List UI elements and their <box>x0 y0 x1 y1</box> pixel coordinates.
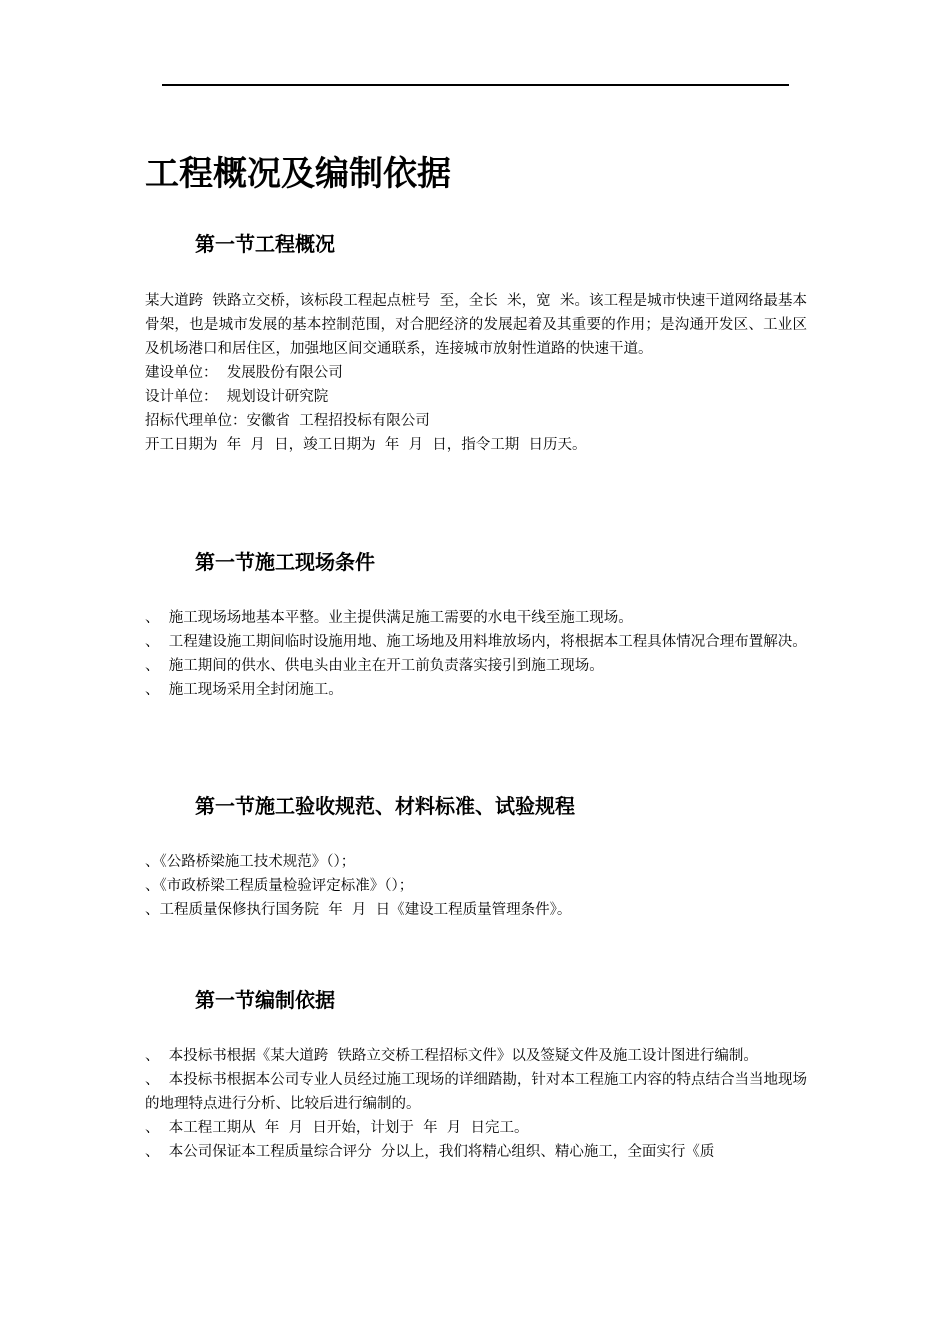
list-item: 、《公路桥梁施工技术规范》（）； <box>145 854 356 870</box>
section-heading-site-conditions: 第一节施工现场条件 <box>195 550 375 574</box>
section-body-overview <box>145 289 807 457</box>
list-item: 、 施工期间的供水、供电头由业主在开工前负责落实接引到施工现场。 <box>145 658 604 674</box>
list-item: 、 施工现场场地基本平整。业主提供满足施工需要的水电干线至施工现场。 <box>145 610 633 626</box>
section-heading-standards: 第一节施工验收规范、材料标准、试验规程 <box>195 794 575 818</box>
list-item: 、工程质量保修执行国务院 年 月 日《建设工程质量管理条件》。 <box>145 902 572 918</box>
list-item: 、 本投标书根据《某大道跨 铁路立交桥工程招标文件》以及签疑文件及施工设计图进行编制。 <box>145 1048 758 1064</box>
list-item: 、 本公司保证本工程质量综合评分 分以上，我们将精心组织、精心施工，全面实行《质 <box>145 1144 715 1160</box>
list-item: 、 本工程工期从 年 月 日开始，计划于 年 月 日完工。 <box>145 1120 529 1136</box>
section-heading-overview: 第一节工程概况 <box>195 232 335 256</box>
section-body-basis <box>145 1044 807 1164</box>
section-body-standards <box>145 850 807 922</box>
paragraph: 设计单位： 规划设计研究院 <box>145 389 329 405</box>
paragraph: 建设单位： 发展股份有限公司 <box>145 365 343 381</box>
section-heading-basis: 第一节编制依据 <box>195 988 335 1012</box>
paragraph: 某大道跨 铁路立交桥，该标段工程起点桩号 至，全长 米，宽 米。该工程是城市快速干道网络最基本骨架，也是城市发展的基本控制范围，对合肥经济的发展起着及其重要的作用；是沟通开发区、工业区及机场港口和居住区，加强地区间交通联系，连接城市放射性道路的快速干道。 <box>145 293 807 357</box>
list-item: 、 施工现场采用全封闭施工。 <box>145 682 343 698</box>
list-item: 、 本投标书根据本公司专业人员经过施工现场的详细踏勘，针对本工程施工内容的特点结合当当地现场的地理特点进行分析、比较后进行编制的。 <box>145 1072 807 1112</box>
header-rule <box>162 84 789 86</box>
paragraph: 招标代理单位：安徽省 工程招投标有限公司 <box>145 413 430 429</box>
list-item: 、 工程建设施工期间临时设施用地、施工场地及用料堆放场内，将根据本工程具体情况合理布置解决。 <box>145 634 807 650</box>
document-title: 工程概况及编制依据 <box>145 154 451 194</box>
section-body-site-conditions <box>145 606 807 702</box>
paragraph: 开工日期为 年 月 日，竣工日期为 年 月 日，指令工期 日历天。 <box>145 437 587 453</box>
list-item: 、《市政桥梁工程质量检验评定标准》（）； <box>145 878 414 894</box>
